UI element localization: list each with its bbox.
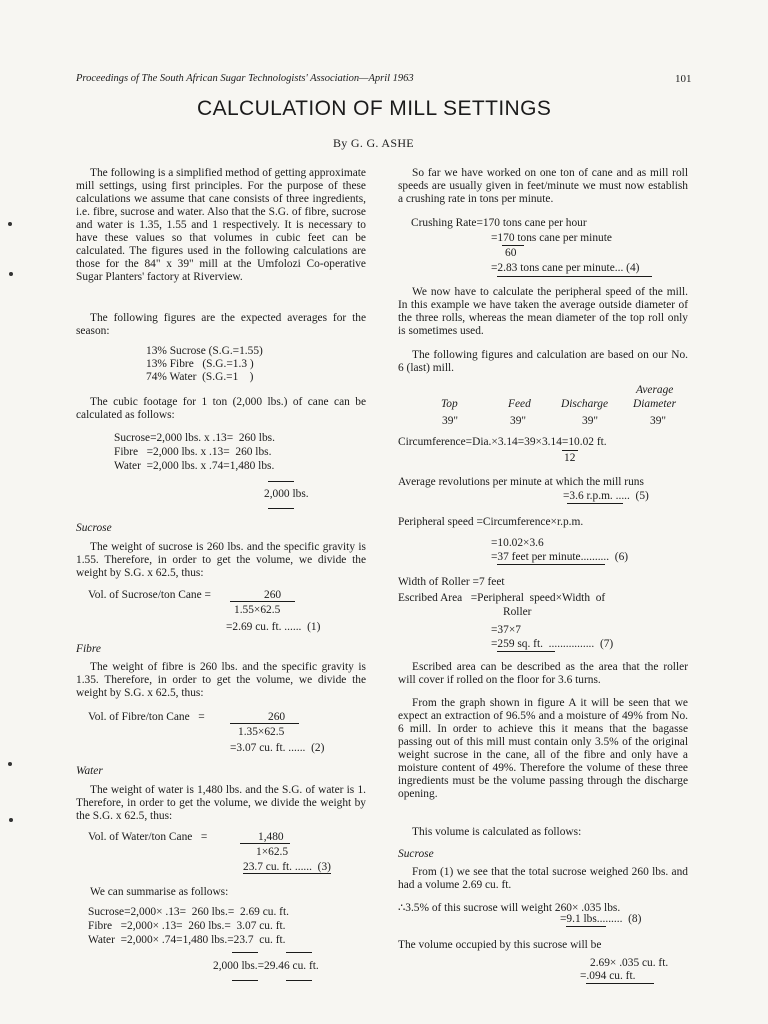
weight-water: Water =2,000 lbs. x .74=1,480 lbs.: [114, 460, 275, 472]
scan-speck: [9, 818, 13, 822]
mill-figures-intro: The following figures and calculation are based on our No. 6 (last) mill.: [398, 349, 688, 374]
sucrose-volume-line3: =.094 cu. ft.: [580, 970, 636, 982]
scan-speck: [8, 222, 12, 226]
scan-speck: [9, 272, 13, 276]
vol-sucrose-numerator: 260: [230, 589, 295, 602]
volume-intro: This volume is calculated as follows:: [412, 826, 582, 838]
escribed-area-line2: Roller: [503, 606, 532, 618]
peripheral-intro: We now have to calculate the peripheral speed of the mill. In this example we have taken the average outside diameter of the three rolls, whereas the mean diameter of the top roll only is sometimes used.: [398, 286, 688, 337]
summary-rule-1: [232, 952, 258, 953]
escribed-area-line4: =259 sq. ft. ................ (7): [491, 638, 614, 650]
cubic-intro: The cubic footage for 1 ton (2,000 lbs.) of cane can be calculated as follows:: [76, 396, 366, 421]
value-feed: 39": [510, 415, 527, 427]
summary-underline-1: [232, 980, 258, 981]
value-discharge: 39": [582, 415, 599, 427]
page-title: CALCULATION OF MILL SETTINGS: [197, 97, 552, 120]
col-head-discharge: Discharge: [561, 398, 609, 410]
summary-fibre: Fibre =2,000× .13= 260 lbs.= 3.07 cu. ft.: [88, 920, 286, 932]
crushing-rate-result: =2.83 tons cane per minute... (4): [491, 262, 640, 274]
vol-sucrose-denominator: 1.55×62.5: [234, 604, 281, 616]
revolutions-line1: Average revolutions per minute at which the mill runs: [398, 476, 644, 488]
vol-fibre-label: Vol. of Fibre/ton Cane =: [88, 711, 205, 723]
summary-intro: We can summarise as follows:: [90, 886, 229, 898]
roller-width: Width of Roller =7 feet: [398, 576, 505, 588]
summary-rule-2: [286, 952, 312, 953]
weight-total-underline: [268, 508, 294, 509]
author-line: By G. G. ASHE: [333, 136, 414, 150]
sucrose-volume-paragraph: From (1) we see that the total sucrose weighed 260 lbs. and had a volume 2.69 cu. ft.: [398, 866, 688, 891]
vol-water-result: 23.7 cu. ft. ...... (3): [243, 861, 331, 873]
revolutions-line2: =3.6 r.p.m. ..... (5): [563, 490, 649, 502]
crushing-rate-fraction-bar: [502, 245, 524, 246]
fibre-paragraph: The weight of fibre is 260 lbs. and the specific gravity is 1.35. Therefore, in order to get the volume, we divide the weight by S.G. x 62.5, thus:: [76, 661, 366, 699]
peripheral-speed-underline: [497, 564, 605, 565]
vol-water-numerator: 1,480: [240, 831, 290, 844]
crushing-rate-denominator: 60: [505, 247, 517, 259]
escribed-area-underline: [497, 651, 555, 652]
water-heading: Water: [76, 765, 103, 777]
summary-underline-2: [286, 980, 312, 981]
sucrose-volume-line1: The volume occupied by this sucrose will be: [398, 939, 602, 951]
average-fibre: 13% Fibre (S.G.=1.3 ): [146, 358, 254, 370]
sucrose-volume-line2: 2.69× .035 cu. ft.: [590, 957, 669, 969]
sucrose-paragraph: The weight of sucrose is 260 lbs. and the specific gravity is 1.55. Therefore, in order to get the volume, we divide the weight by S.G. x 62.5, thus:: [76, 541, 366, 579]
peripheral-speed-line1: Peripheral speed =Circumference×r.p.m.: [398, 516, 584, 528]
crushing-rate-paragraph: So far we have worked on one ton of cane and as mill roll speeds are usually given in feet/minute we must now establish a crushing rate in tons per minute.: [398, 167, 688, 205]
weight-sucrose: Sucrose=2,000 lbs. x .13= 260 lbs.: [114, 432, 275, 444]
page-number: 101: [675, 73, 692, 85]
vol-water-label: Vol. of Water/ton Cane =: [88, 831, 208, 843]
revolutions-underline: [567, 503, 623, 504]
weight-fibre: Fibre =2,000 lbs. x .13= 260 lbs.: [114, 446, 272, 458]
sucrose-weight-underline: [566, 926, 606, 927]
escribed-area-line3: =37×7: [491, 624, 521, 636]
weight-total: 2,000 lbs.: [264, 488, 309, 500]
col-head-feed: Feed: [508, 398, 531, 410]
averages-intro: The following figures are the expected averages for the season:: [76, 312, 366, 337]
vol-fibre-denominator: 1.35×62.5: [238, 726, 285, 738]
journal-header: Proceedings of The South African Sugar Technologists' Association—April 1963: [76, 73, 414, 84]
sucrose-volume-underline: [586, 983, 654, 984]
sucrose-weight-line2: =9.1 lbs......... (8): [560, 913, 642, 925]
intro-paragraph: The following is a simplified method of getting approximate mill settings, using first principles. For the purpose of these calculations we assume that cane consists of three ingredients, i.e. fibre, sucrose and water. Also that the S.G. of fibre, sucrose and water is 1.35, 1.55 and 1 respectively. It is necessary to have these values so that volumes in cubic feet can be calculated. The figures used in the following calculations are those for the 84" x 39" mill at the Umfolozi Co-operative Sugar Planters' factory at Riverview.: [76, 167, 366, 283]
summary-total: 2,000 lbs.=29.46 cu. ft.: [213, 960, 319, 972]
fibre-heading: Fibre: [76, 643, 101, 655]
extraction-paragraph: From the graph shown in figure A it will be seen that we expect an extraction of 96.5% and a moisture of 49% from No. 6 mill. In order to achieve this it means that the bagasse passing out of this mill must contain only 3.5% of the original weight sucrose in the cane, all of the fibre and only have a moisture content of 49%. Therefore the volume of these three ingredients must be the volume passing through the discharge opening.: [398, 697, 688, 800]
average-water: 74% Water (S.G.=1 ): [146, 371, 254, 383]
weight-total-rule: [268, 481, 294, 482]
crushing-rate-line1: Crushing Rate=170 tons cane per hour: [411, 217, 587, 229]
vol-sucrose-label: Vol. of Sucrose/ton Cane =: [88, 589, 211, 601]
scan-speck: [8, 762, 12, 766]
summary-sucrose: Sucrose=2,000× .13= 260 lbs.= 2.69 cu. ft.: [88, 906, 289, 918]
crushing-rate-line2: =170 tons cane per minute: [491, 232, 612, 244]
summary-water: Water =2,000× .74=1,480 lbs.=23.7 cu. ft.: [88, 934, 286, 946]
vol-fibre-numerator: 260: [230, 711, 299, 724]
circumference-denominator: 12: [564, 452, 576, 464]
peripheral-speed-line3: =37 feet per minute.......... (6): [491, 551, 629, 563]
sucrose-weight-line1: ∴3.5% of this sucrose will weight 260× .035 lbs.: [398, 902, 621, 914]
vol-fibre-result: =3.07 cu. ft. ...... (2): [230, 742, 325, 754]
peripheral-speed-line2: =10.02×3.6: [491, 537, 544, 549]
value-diameter: 39": [650, 415, 667, 427]
escribed-area-paragraph: Escribed area can be described as the area that the roller will cover if rolled on the floor for 3.6 turns.: [398, 661, 688, 686]
right-sucrose-heading: Sucrose: [398, 848, 434, 860]
vol-sucrose-result: =2.69 cu. ft. ...... (1): [226, 621, 321, 633]
value-top: 39": [442, 415, 459, 427]
circumference-fraction-bar: [562, 450, 578, 451]
escribed-area-line1: Escribed Area =Peripheral speed×Width of: [398, 592, 606, 604]
col-head-average: Average: [636, 384, 674, 396]
sucrose-heading: Sucrose: [76, 522, 112, 534]
average-sucrose: 13% Sucrose (S.G.=1.55): [146, 345, 263, 357]
crushing-rate-underline: [497, 276, 652, 277]
vol-water-denominator: 1×62.5: [256, 846, 289, 858]
water-paragraph: The weight of water is 1,480 lbs. and the S.G. of water is 1. Therefore, in order to get the volume, we divide the weight by the S.G. x 62.5, thus:: [76, 784, 366, 822]
col-head-top: Top: [441, 398, 458, 410]
circumference-line: Circumference=Dia.×3.14=39×3.14=10.02 ft.: [398, 436, 607, 448]
col-head-diameter: Diameter: [633, 398, 677, 410]
